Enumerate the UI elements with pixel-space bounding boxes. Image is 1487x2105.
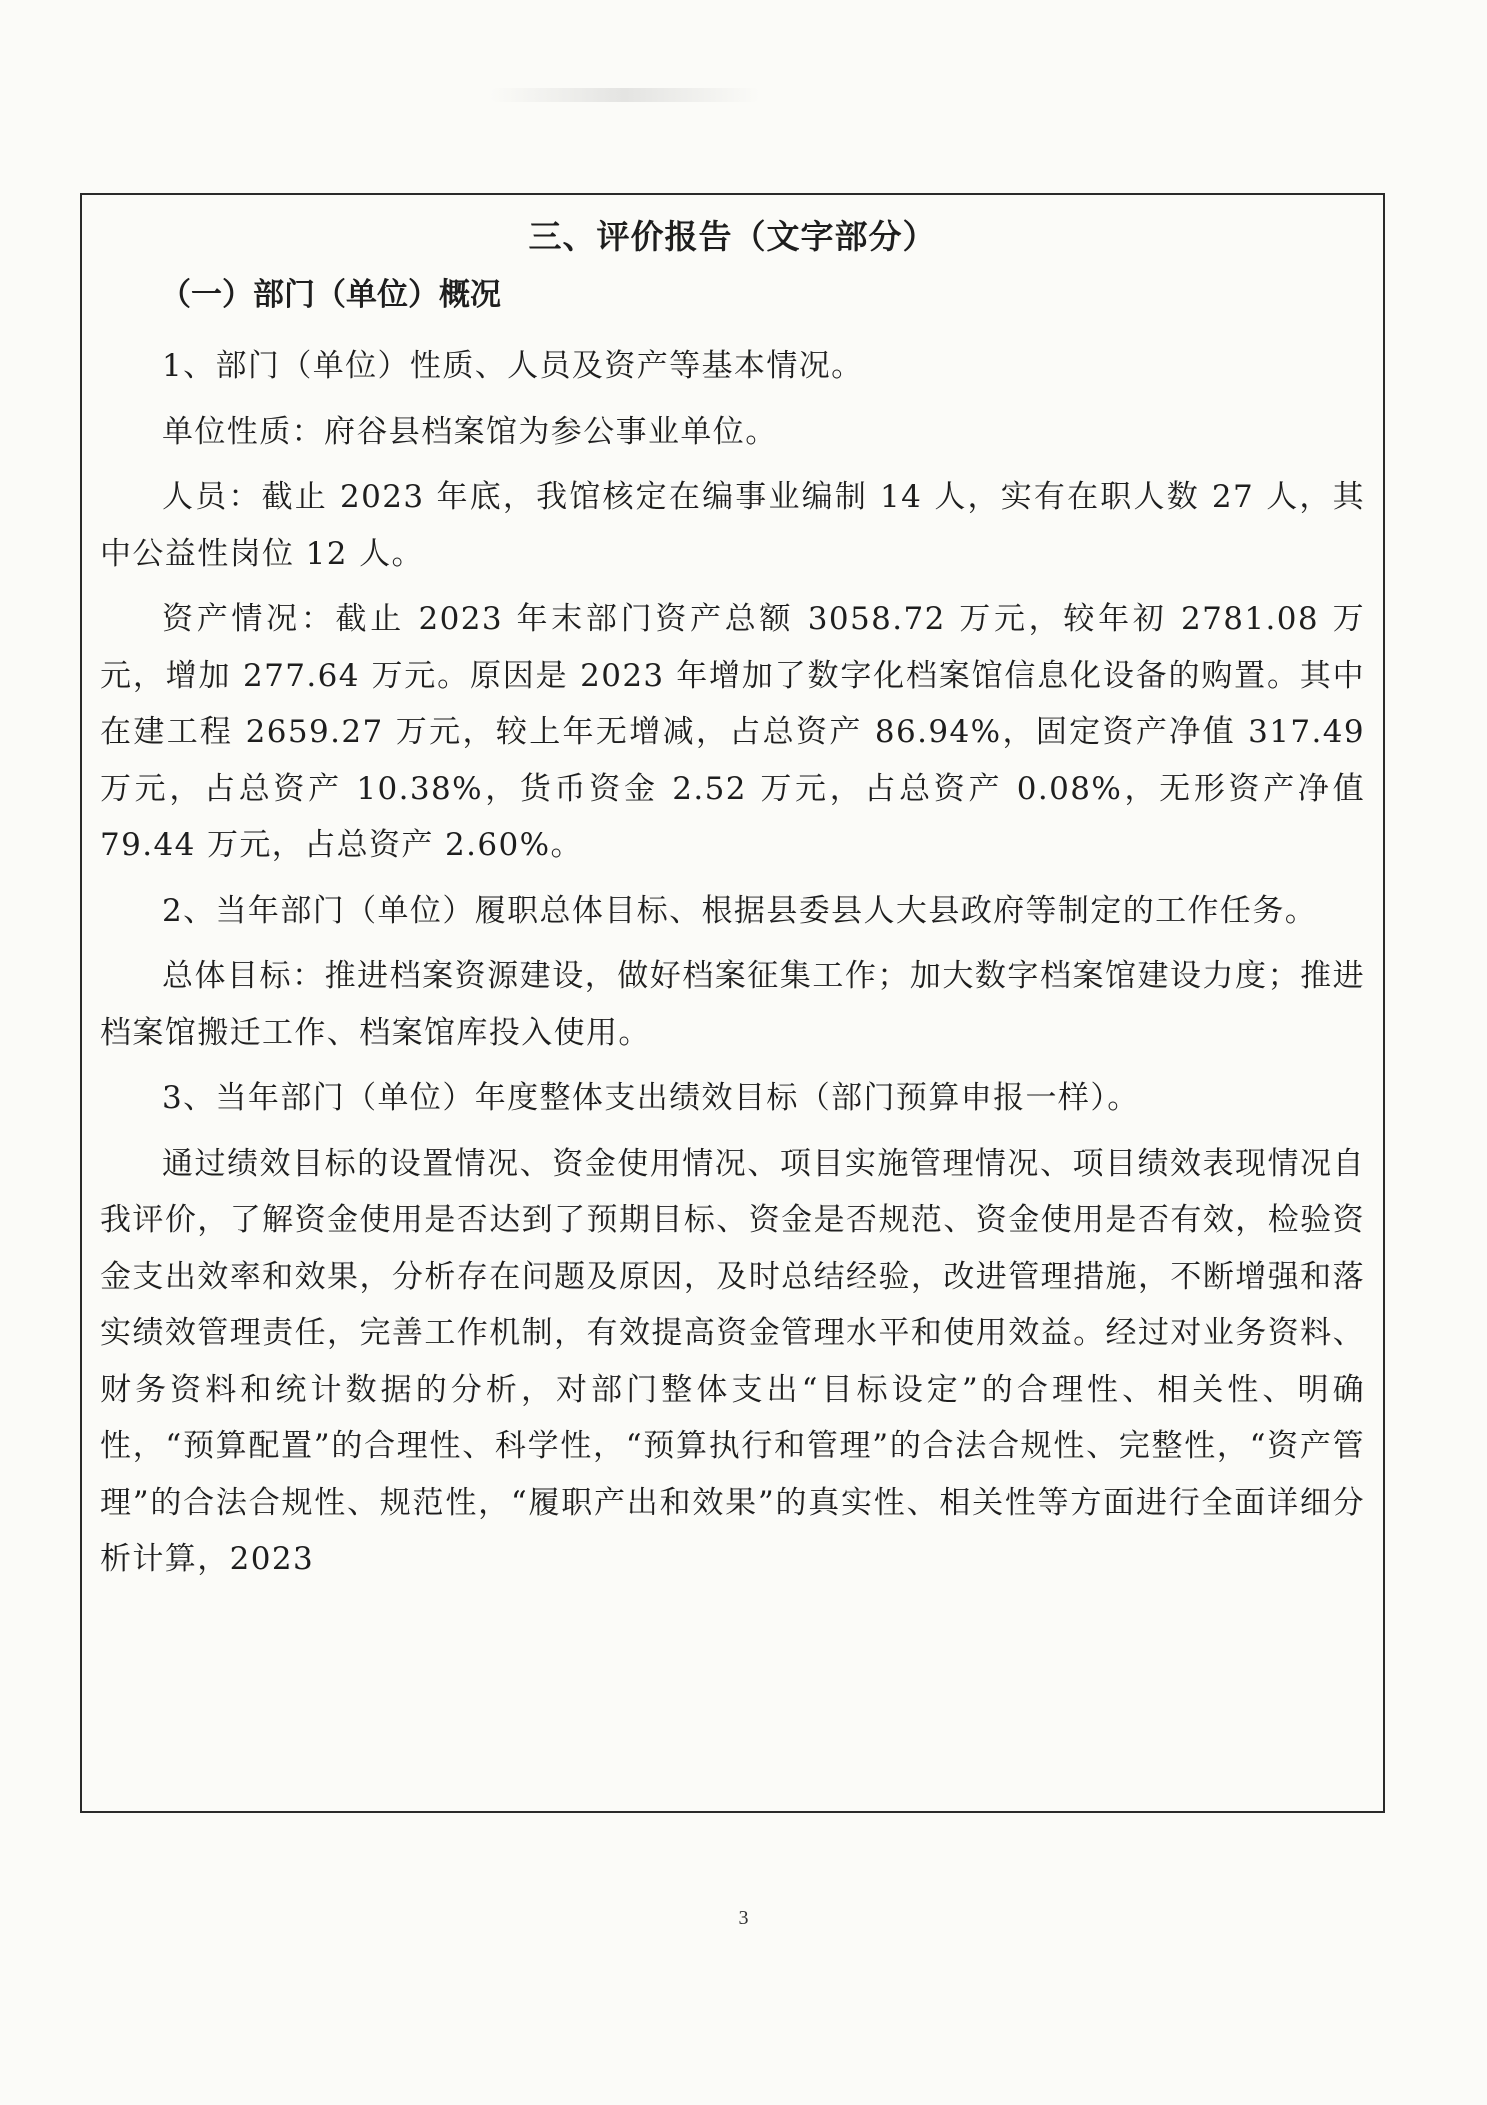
scan-smudge: [490, 88, 760, 102]
paragraph-basic-info-heading: 1、部门（单位）性质、人员及资产等基本情况。: [162, 348, 864, 384]
paragraph-personnel: 人员：截止 2023 年底，我馆核定在编事业编制 14 人，实有在职人数 27 人，其中公益性岗位 12 人。: [100, 479, 1365, 572]
report-frame: [80, 193, 1385, 1813]
paragraph-unit-nature: 单位性质：府谷县档案馆为参公事业单位。: [162, 413, 778, 450]
report-title: 三、评价报告（文字部分）: [528, 217, 937, 256]
paragraph-performance-body: 通过绩效目标的设置情况、资金使用情况、项目实施管理情况、项目绩效表现情况自我评价，了解资金使用是否达到了预期目标、资金是否规范、资金使用是否有效，检验资金支出效率和效果，分析存在问题及原因，及时总结经验，改进管理措施，不断增强和落实绩效管理责任，完善工作机制，有效提高资金管理水平和使用效益。经过对业务资料、财务资料和统计数据的分析，对部门整体支出“目标设定”的合理性、相关性、明确性，“预算配置”的合理性、科学性，“预算执行和管理”的合法合规性、完整性，“资产管理”的合法合规性、规范性，“履职产出和效果”的真实性、相关性等方面进行全面详细分析计算，2023: [100, 1145, 1365, 1577]
paragraph-goals-heading: 2、当年部门（单位）履职总体目标、根据县委县人大县政府等制定的工作任务。: [162, 892, 1318, 929]
report-content: [100, 217, 1365, 1597]
section-heading: （一）部门（单位）概况: [160, 277, 501, 313]
paragraph-performance-heading: 3、当年部门（单位）年度整体支出绩效目标（部门预算申报一样）。: [162, 1080, 1140, 1116]
page-number: 3: [738, 1907, 749, 1929]
paragraph-overall-goals: 总体目标：推进档案资源建设，做好档案征集工作；加大数字档案馆建设力度；推进档案馆搬迁工作、档案馆库投入使用。: [100, 958, 1365, 1051]
paragraph-assets: 资产情况：截止 2023 年末部门资产总额 3058.72 万元，较年初 2781.08 万元，增加 277.64 万元。原因是 2023 年增加了数字化档案馆信息化设备的购置。其中在建工程 2659.27 万元，较上年无增减，占总资产 86.94%，固定资产净值 317.49 万元，占总资产 10.38%，货币资金 2.52 万元，占总资产 0.08%，无形资产净值 79.44 万元，占总资产 2.60%。: [100, 601, 1365, 863]
